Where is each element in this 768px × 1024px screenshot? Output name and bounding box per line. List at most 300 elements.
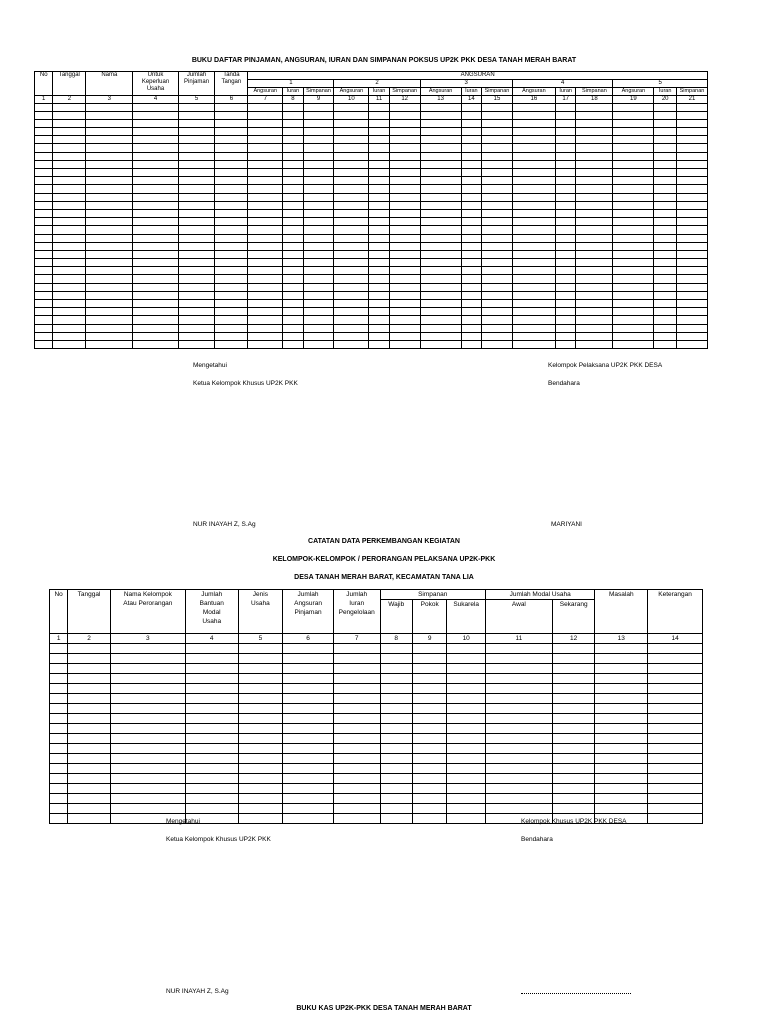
table-cell (178, 291, 215, 299)
table-cell (676, 283, 707, 291)
table-cell (447, 694, 486, 704)
table-cell (595, 664, 648, 674)
table-row (35, 316, 708, 324)
table-cell (185, 744, 238, 754)
column-number: 8 (283, 95, 304, 103)
table-cell (389, 185, 420, 193)
table-cell (420, 275, 461, 283)
table-cell (248, 209, 283, 217)
table-cell (215, 193, 248, 201)
table-cell (648, 734, 703, 744)
table-cell (303, 201, 334, 209)
column-number: 15 (482, 95, 513, 103)
table-cell (420, 160, 461, 168)
header-untuk-keperluan (133, 72, 178, 96)
table-cell (215, 291, 248, 299)
table-cell (482, 160, 513, 168)
table-cell (447, 684, 486, 694)
table-cell (303, 144, 334, 152)
table-cell (333, 714, 380, 724)
table-cell (420, 250, 461, 258)
table-cell (380, 734, 412, 744)
table-cell (420, 111, 461, 119)
table-cell (595, 734, 648, 744)
table-cell (283, 201, 304, 209)
table-cell (461, 234, 482, 242)
sig2-bendahara: Bendahara (521, 836, 553, 843)
header-line: Jumlah (201, 591, 223, 598)
table-cell (238, 724, 283, 734)
header-line: Usaha (250, 600, 270, 607)
table-cell (133, 308, 178, 316)
table-cell (613, 136, 654, 144)
table-cell (283, 774, 334, 784)
table-cell (461, 308, 482, 316)
table-cell (512, 103, 555, 111)
table-cell (110, 704, 185, 714)
table-cell (303, 103, 334, 111)
table-cell (482, 234, 513, 242)
table-cell (248, 128, 283, 136)
table-cell (35, 185, 53, 193)
table-cell (420, 218, 461, 226)
sig2-kelompok-khusus: Kelompok Khusus UP2K PKK DESA (521, 818, 627, 825)
table2-title-2: KELOMPOK-KELOMPOK / PERORANGAN PELAKSANA UP2K-PKK (272, 556, 496, 563)
table-cell (412, 744, 446, 754)
table-cell (333, 784, 380, 794)
table-cell (334, 160, 369, 168)
table-cell (50, 814, 68, 824)
table-cell (50, 794, 68, 804)
table-cell (380, 814, 412, 824)
column-number-row (35, 95, 708, 103)
table-cell (485, 714, 552, 724)
table-cell (35, 250, 53, 258)
table-cell (369, 152, 390, 160)
table-row (35, 332, 708, 340)
table-cell (412, 804, 446, 814)
table-cell (283, 169, 304, 177)
table-row (35, 128, 708, 136)
table-cell (461, 250, 482, 258)
table-cell (482, 209, 513, 217)
table-cell (512, 242, 555, 250)
table-cell (178, 119, 215, 127)
table-cell (380, 704, 412, 714)
table-row (35, 250, 708, 258)
table-cell (185, 754, 238, 764)
table-cell (482, 193, 513, 201)
sig1-bendahara: Bendahara (548, 380, 580, 387)
table-cell (303, 111, 334, 119)
table-cell (133, 119, 178, 127)
table-cell (412, 794, 446, 804)
table-cell (676, 291, 707, 299)
table-cell (512, 119, 555, 127)
table-cell (552, 764, 595, 774)
table-cell (283, 152, 304, 160)
table-cell (215, 185, 248, 193)
table-cell (613, 103, 654, 111)
column-number: 13 (595, 634, 648, 644)
table-cell (482, 226, 513, 234)
sub-iuran: Iuran (555, 88, 576, 96)
table-cell (512, 160, 555, 168)
table-cell (248, 103, 283, 111)
table-cell (333, 644, 380, 654)
table-cell (595, 674, 648, 684)
table-cell (648, 654, 703, 664)
table-cell (68, 814, 111, 824)
table-cell (555, 111, 576, 119)
table-cell (50, 744, 68, 754)
table-cell (595, 784, 648, 794)
table-cell (50, 694, 68, 704)
table-row (50, 684, 703, 694)
table-cell (334, 316, 369, 324)
table-cell (110, 784, 185, 794)
table-cell (447, 754, 486, 764)
table-cell (555, 332, 576, 340)
table-cell (389, 283, 420, 291)
table-cell (53, 291, 86, 299)
table-cell (648, 814, 703, 824)
table-cell (133, 152, 178, 160)
table-cell (389, 177, 420, 185)
table-cell (53, 250, 86, 258)
table-cell (648, 714, 703, 724)
table2-title-3: DESA TANAH MERAH BARAT, KECAMATAN TANA LIA (294, 574, 474, 581)
table-cell (485, 724, 552, 734)
table-cell (461, 283, 482, 291)
table-cell (35, 226, 53, 234)
table-cell (238, 754, 283, 764)
table-cell (576, 275, 613, 283)
table-cell (303, 209, 334, 217)
table-cell (552, 704, 595, 714)
sub-angsuran: Angsuran (334, 88, 369, 96)
table-cell (133, 185, 178, 193)
table-cell (485, 704, 552, 714)
table-cell (248, 283, 283, 291)
table-cell (283, 308, 304, 316)
table-cell (555, 226, 576, 234)
table-cell (283, 185, 304, 193)
table-cell (380, 714, 412, 724)
table-cell (461, 177, 482, 185)
table-cell (215, 169, 248, 177)
table-cell (482, 267, 513, 275)
table-cell (447, 644, 486, 654)
table-cell (389, 169, 420, 177)
table-cell (482, 250, 513, 258)
table-cell (283, 340, 304, 348)
sig2-signature-line (521, 992, 631, 994)
table-cell (283, 754, 334, 764)
header-wajib: Wajib (380, 600, 412, 634)
table-cell (482, 340, 513, 348)
table-cell (35, 218, 53, 226)
table-cell (613, 193, 654, 201)
table-cell (461, 226, 482, 234)
table-cell (595, 774, 648, 784)
table-cell (676, 152, 707, 160)
table-cell (485, 674, 552, 684)
table-cell (334, 144, 369, 152)
table-cell (283, 804, 334, 814)
table-row (35, 185, 708, 193)
header-simpanan: Simpanan (380, 590, 485, 600)
table-cell (369, 291, 390, 299)
table-cell (576, 324, 613, 332)
table-cell (53, 300, 86, 308)
table-cell (53, 332, 86, 340)
table-cell (369, 136, 390, 144)
table-cell (86, 209, 133, 217)
table-cell (576, 193, 613, 201)
table-cell (334, 259, 369, 267)
table-cell (380, 674, 412, 684)
header-line: Nama Kelompok (123, 591, 172, 598)
table-cell (333, 674, 380, 684)
table-cell (576, 308, 613, 316)
table-cell (178, 226, 215, 234)
sig1-mengetahui: Mengetahui (193, 362, 227, 369)
table-cell (133, 201, 178, 209)
table-cell (35, 103, 53, 111)
table-cell (369, 275, 390, 283)
table-cell (248, 136, 283, 144)
table-cell (248, 152, 283, 160)
table-cell (248, 218, 283, 226)
table-cell (248, 111, 283, 119)
table-cell (50, 724, 68, 734)
table-cell (35, 259, 53, 267)
table-cell (482, 144, 513, 152)
column-number: 18 (576, 95, 613, 103)
table-cell (303, 283, 334, 291)
table-cell (333, 774, 380, 784)
table-cell (178, 177, 215, 185)
table-cell (35, 242, 53, 250)
sig2-mengetahui: Mengetahui (166, 818, 200, 825)
column-number: 7 (248, 95, 283, 103)
table-cell (576, 160, 613, 168)
table-cell (86, 128, 133, 136)
table-cell (412, 784, 446, 794)
table-cell (283, 316, 304, 324)
table-cell (412, 654, 446, 664)
table-cell (248, 324, 283, 332)
sub-simpanan: Simpanan (576, 88, 613, 96)
table-cell (215, 267, 248, 275)
table-cell (133, 259, 178, 267)
table-cell (654, 308, 677, 316)
table-cell (238, 794, 283, 804)
sub-simpanan: Simpanan (482, 88, 513, 96)
table-cell (178, 201, 215, 209)
table-cell (248, 119, 283, 127)
table-cell (185, 704, 238, 714)
table-cell (447, 794, 486, 804)
table-cell (50, 674, 68, 684)
table-cell (283, 111, 304, 119)
table-row (35, 283, 708, 291)
table-cell (333, 694, 380, 704)
table-cell (110, 724, 185, 734)
table-cell (576, 340, 613, 348)
table-cell (595, 804, 648, 814)
column-number: 13 (420, 95, 461, 103)
table-cell (461, 340, 482, 348)
table-cell (654, 234, 677, 242)
table-cell (283, 209, 304, 217)
table-cell (178, 275, 215, 283)
table-cell (215, 209, 248, 217)
table-cell (389, 160, 420, 168)
table-cell (50, 664, 68, 674)
table-cell (613, 250, 654, 258)
table-cell (215, 136, 248, 144)
table-cell (185, 694, 238, 704)
table-cell (248, 226, 283, 234)
table-cell (576, 218, 613, 226)
table-cell (447, 774, 486, 784)
table-cell (369, 316, 390, 324)
table-cell (412, 764, 446, 774)
table-cell (333, 684, 380, 694)
table-cell (185, 784, 238, 794)
table-cell (648, 724, 703, 734)
table-cell (133, 324, 178, 332)
table-cell (512, 259, 555, 267)
table-cell (676, 177, 707, 185)
table-cell (654, 177, 677, 185)
table-cell (380, 794, 412, 804)
table-cell (283, 674, 334, 684)
table-cell (654, 267, 677, 275)
table-cell (215, 226, 248, 234)
table-cell (576, 226, 613, 234)
table-cell (53, 144, 86, 152)
table-cell (447, 654, 486, 664)
table-cell (86, 234, 133, 242)
table-cell (380, 694, 412, 704)
table-cell (215, 250, 248, 258)
table-cell (86, 316, 133, 324)
table-cell (283, 177, 304, 185)
table-cell (613, 291, 654, 299)
table-cell (178, 128, 215, 136)
table-cell (613, 201, 654, 209)
table-cell (215, 152, 248, 160)
column-number: 14 (461, 95, 482, 103)
table-cell (576, 316, 613, 324)
table-cell (50, 684, 68, 694)
table-cell (334, 169, 369, 177)
table-cell (86, 160, 133, 168)
table-cell (248, 300, 283, 308)
table-cell (420, 103, 461, 111)
table-cell (369, 324, 390, 332)
table-cell (447, 784, 486, 794)
table-cell (552, 674, 595, 684)
table-cell (482, 111, 513, 119)
table-cell (283, 654, 334, 664)
table-cell (334, 300, 369, 308)
table-cell (420, 242, 461, 250)
table-cell (485, 744, 552, 754)
table-cell (389, 308, 420, 316)
table-cell (380, 724, 412, 734)
table-cell (303, 242, 334, 250)
table-cell (238, 734, 283, 744)
table-cell (215, 332, 248, 340)
table-row (35, 103, 708, 111)
table-cell (380, 774, 412, 784)
table-cell (555, 234, 576, 242)
table-cell (512, 152, 555, 160)
table-cell (485, 644, 552, 654)
table-cell (283, 764, 334, 774)
table-cell (50, 644, 68, 654)
table-cell (654, 152, 677, 160)
table-cell (461, 119, 482, 127)
table-cell (676, 332, 707, 340)
table-cell (654, 111, 677, 119)
table-cell (512, 128, 555, 136)
table-cell (133, 275, 178, 283)
table-cell (576, 201, 613, 209)
table-cell (110, 744, 185, 754)
table-cell (53, 128, 86, 136)
column-number: 20 (654, 95, 677, 103)
table-cell (334, 267, 369, 275)
table-cell (654, 119, 677, 127)
table-cell (133, 128, 178, 136)
table-cell (86, 275, 133, 283)
table-cell (369, 201, 390, 209)
table-cell (133, 316, 178, 324)
column-number: 5 (178, 95, 215, 103)
table-cell (369, 267, 390, 275)
table-cell (447, 724, 486, 734)
table-cell (676, 169, 707, 177)
table-cell (389, 316, 420, 324)
table-cell (654, 209, 677, 217)
table-cell (35, 275, 53, 283)
table-cell (53, 201, 86, 209)
table-cell (595, 724, 648, 734)
table-cell (283, 684, 334, 694)
table-cell (676, 267, 707, 275)
table-cell (248, 234, 283, 242)
table-cell (676, 128, 707, 136)
table-cell (248, 250, 283, 258)
table-cell (555, 152, 576, 160)
table-cell (380, 804, 412, 814)
table-cell (35, 316, 53, 324)
table-cell (576, 209, 613, 217)
table-cell (485, 764, 552, 774)
table-cell (178, 185, 215, 193)
table-cell (576, 119, 613, 127)
table-cell (613, 111, 654, 119)
table-cell (53, 275, 86, 283)
table-cell (215, 242, 248, 250)
table-cell (35, 332, 53, 340)
table-cell (369, 300, 390, 308)
